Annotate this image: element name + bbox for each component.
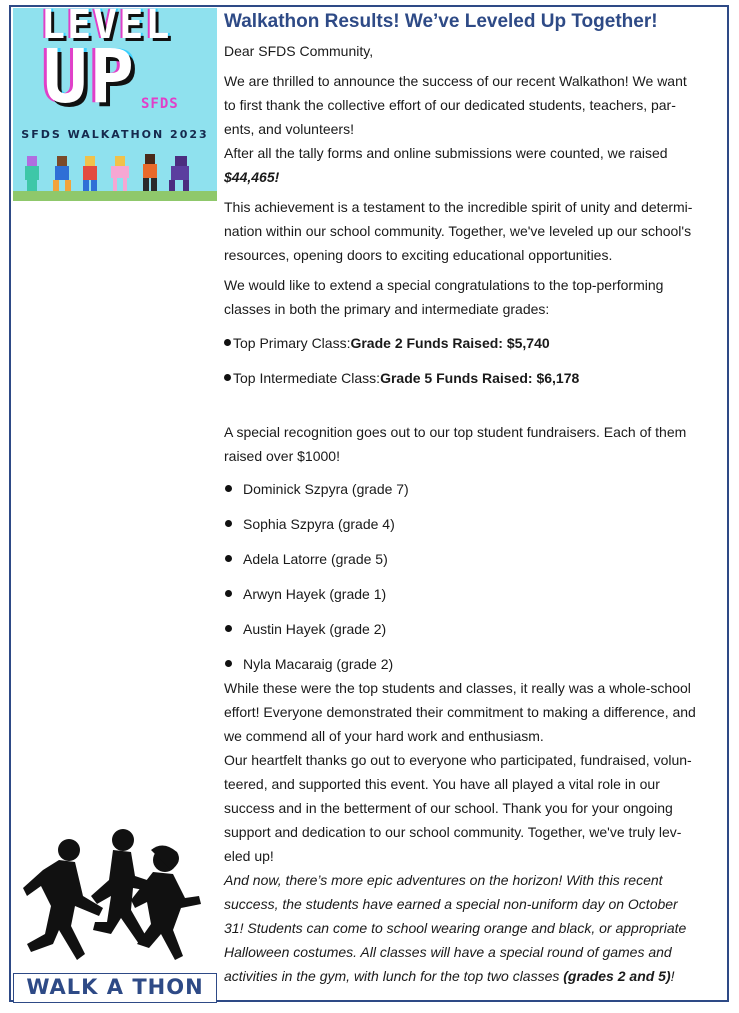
text-line: While these were the top students and classes, it really was a whole-school xyxy=(224,680,691,696)
paragraph-whole-school xyxy=(224,676,718,748)
list-item xyxy=(224,582,718,606)
student-name: Sophia Szpyra (grade 4) xyxy=(243,516,395,532)
grass-strip xyxy=(13,191,217,201)
text-line: And now, there’s more epic adventures on the horizon! With this recent xyxy=(224,872,663,888)
paragraph-achievement xyxy=(224,195,718,267)
text-line: Our heartfelt thanks go out to everyone who participated, fundraised, volun- xyxy=(224,752,692,768)
list-item xyxy=(224,547,718,571)
student-name: Nyla Macaraig (grade 2) xyxy=(243,656,394,672)
text-line: ents, and volunteers! xyxy=(224,121,354,137)
article-title: Walkathon Results! We’ve Leveled Up Together! xyxy=(224,11,658,32)
top-class-label: Top Primary Class: xyxy=(233,335,351,351)
top-classes-note: (grades 2 and 5) xyxy=(563,968,671,984)
level-up-logo xyxy=(13,8,217,201)
list-item xyxy=(224,652,718,676)
walk-a-thon-badge xyxy=(13,973,217,1005)
salutation: Dear SFDS Community, xyxy=(224,43,374,59)
top-class-item xyxy=(224,366,718,390)
total-raised: $44,465! xyxy=(224,169,280,185)
bullet-icon xyxy=(225,555,232,562)
text-line: success and in the betterment of our school. Thank you for your ongoing xyxy=(224,800,673,816)
list-item xyxy=(224,617,718,641)
text-line: This achievement is a testament to the incredible spirit of unity and determi- xyxy=(224,199,693,215)
student-name: Dominick Szpyra (grade 7) xyxy=(243,481,409,497)
bullet-icon xyxy=(225,485,232,492)
pixel-kids-illustration xyxy=(13,8,217,201)
student-name: Austin Hayek (grade 2) xyxy=(243,621,387,637)
text-line: teered, and supported this event. You have all played a vital role in our xyxy=(224,776,660,792)
paragraph-intro xyxy=(224,69,718,141)
walk-a-thon-label: WALK A THON xyxy=(26,975,204,999)
text-line: effort! Everyone demonstrated their commitment to making a difference, and xyxy=(224,704,696,720)
bullet-icon xyxy=(224,339,231,346)
logo-word-level: LEVEL xyxy=(41,8,172,48)
logo-school: SFDS xyxy=(141,96,179,112)
text-line: Halloween costumes. All classes will have a special round of games and xyxy=(224,944,672,960)
bullet-icon xyxy=(224,374,231,381)
text-line: A special recognition goes out to our top student fundraisers. Each of them xyxy=(224,424,687,440)
text-line: to first thank the collective effort of our dedicated students, teachers, par- xyxy=(224,97,676,113)
text-line: support and dedication to our school community. Together, we've truly lev- xyxy=(224,824,682,840)
list-item xyxy=(224,477,718,501)
bullet-icon xyxy=(225,590,232,597)
text-line: eled up! xyxy=(224,848,274,864)
bullet-icon xyxy=(225,625,232,632)
text-segment: activities in the gym, with lunch for the top two classes xyxy=(224,968,564,984)
paragraph-thanks xyxy=(224,748,718,868)
student-name: Adela Latorre (grade 5) xyxy=(243,551,388,567)
logo-word-up: UP xyxy=(43,34,137,120)
top-class-item xyxy=(224,331,718,355)
text-line: 31! Students can come to school wearing orange and black, or appropriate xyxy=(224,920,687,936)
text-line: nation within our school community. Together, we've leveled up our school's xyxy=(224,223,692,239)
list-item xyxy=(224,512,718,536)
text-line: success, the students have earned a special non-uniform day on October xyxy=(224,896,678,912)
text-line: We are thrilled to announce the success of our recent Walkathon! We want xyxy=(224,73,687,89)
student-list xyxy=(224,477,718,676)
text-line: raised over $1000! xyxy=(224,448,340,464)
paragraph-total xyxy=(224,141,718,189)
text-segment: ! xyxy=(670,968,675,984)
paragraph-recognition xyxy=(224,420,718,468)
student-name: Arwyn Hayek (grade 1) xyxy=(243,586,387,602)
text-line: We would like to extend a special congratulations to the top-performing xyxy=(224,277,664,293)
top-class-value: Grade 2 Funds Raised: $5,740 xyxy=(350,335,550,351)
text-line xyxy=(224,964,718,988)
top-class-label: Top Intermediate Class: xyxy=(233,370,381,386)
bullet-icon xyxy=(225,520,232,527)
text-line: we commend all of your hard work and enthusiasm. xyxy=(224,728,544,744)
top-class-value: Grade 5 Funds Raised: $6,178 xyxy=(380,370,580,386)
text-line: resources, opening doors to exciting educational opportunities. xyxy=(224,247,613,263)
text-line: classes in both the primary and intermediate grades: xyxy=(224,301,550,317)
text-line: After all the tally forms and online submissions were counted, we raised xyxy=(224,145,668,161)
running-kids-silhouette xyxy=(13,826,219,996)
paragraph-next-adventure xyxy=(224,868,718,988)
article xyxy=(224,9,718,988)
paragraph-congratulations xyxy=(224,273,718,321)
bullet-icon xyxy=(225,660,232,667)
logo-caption: SFDS WALKATHON 2023 xyxy=(21,128,209,141)
